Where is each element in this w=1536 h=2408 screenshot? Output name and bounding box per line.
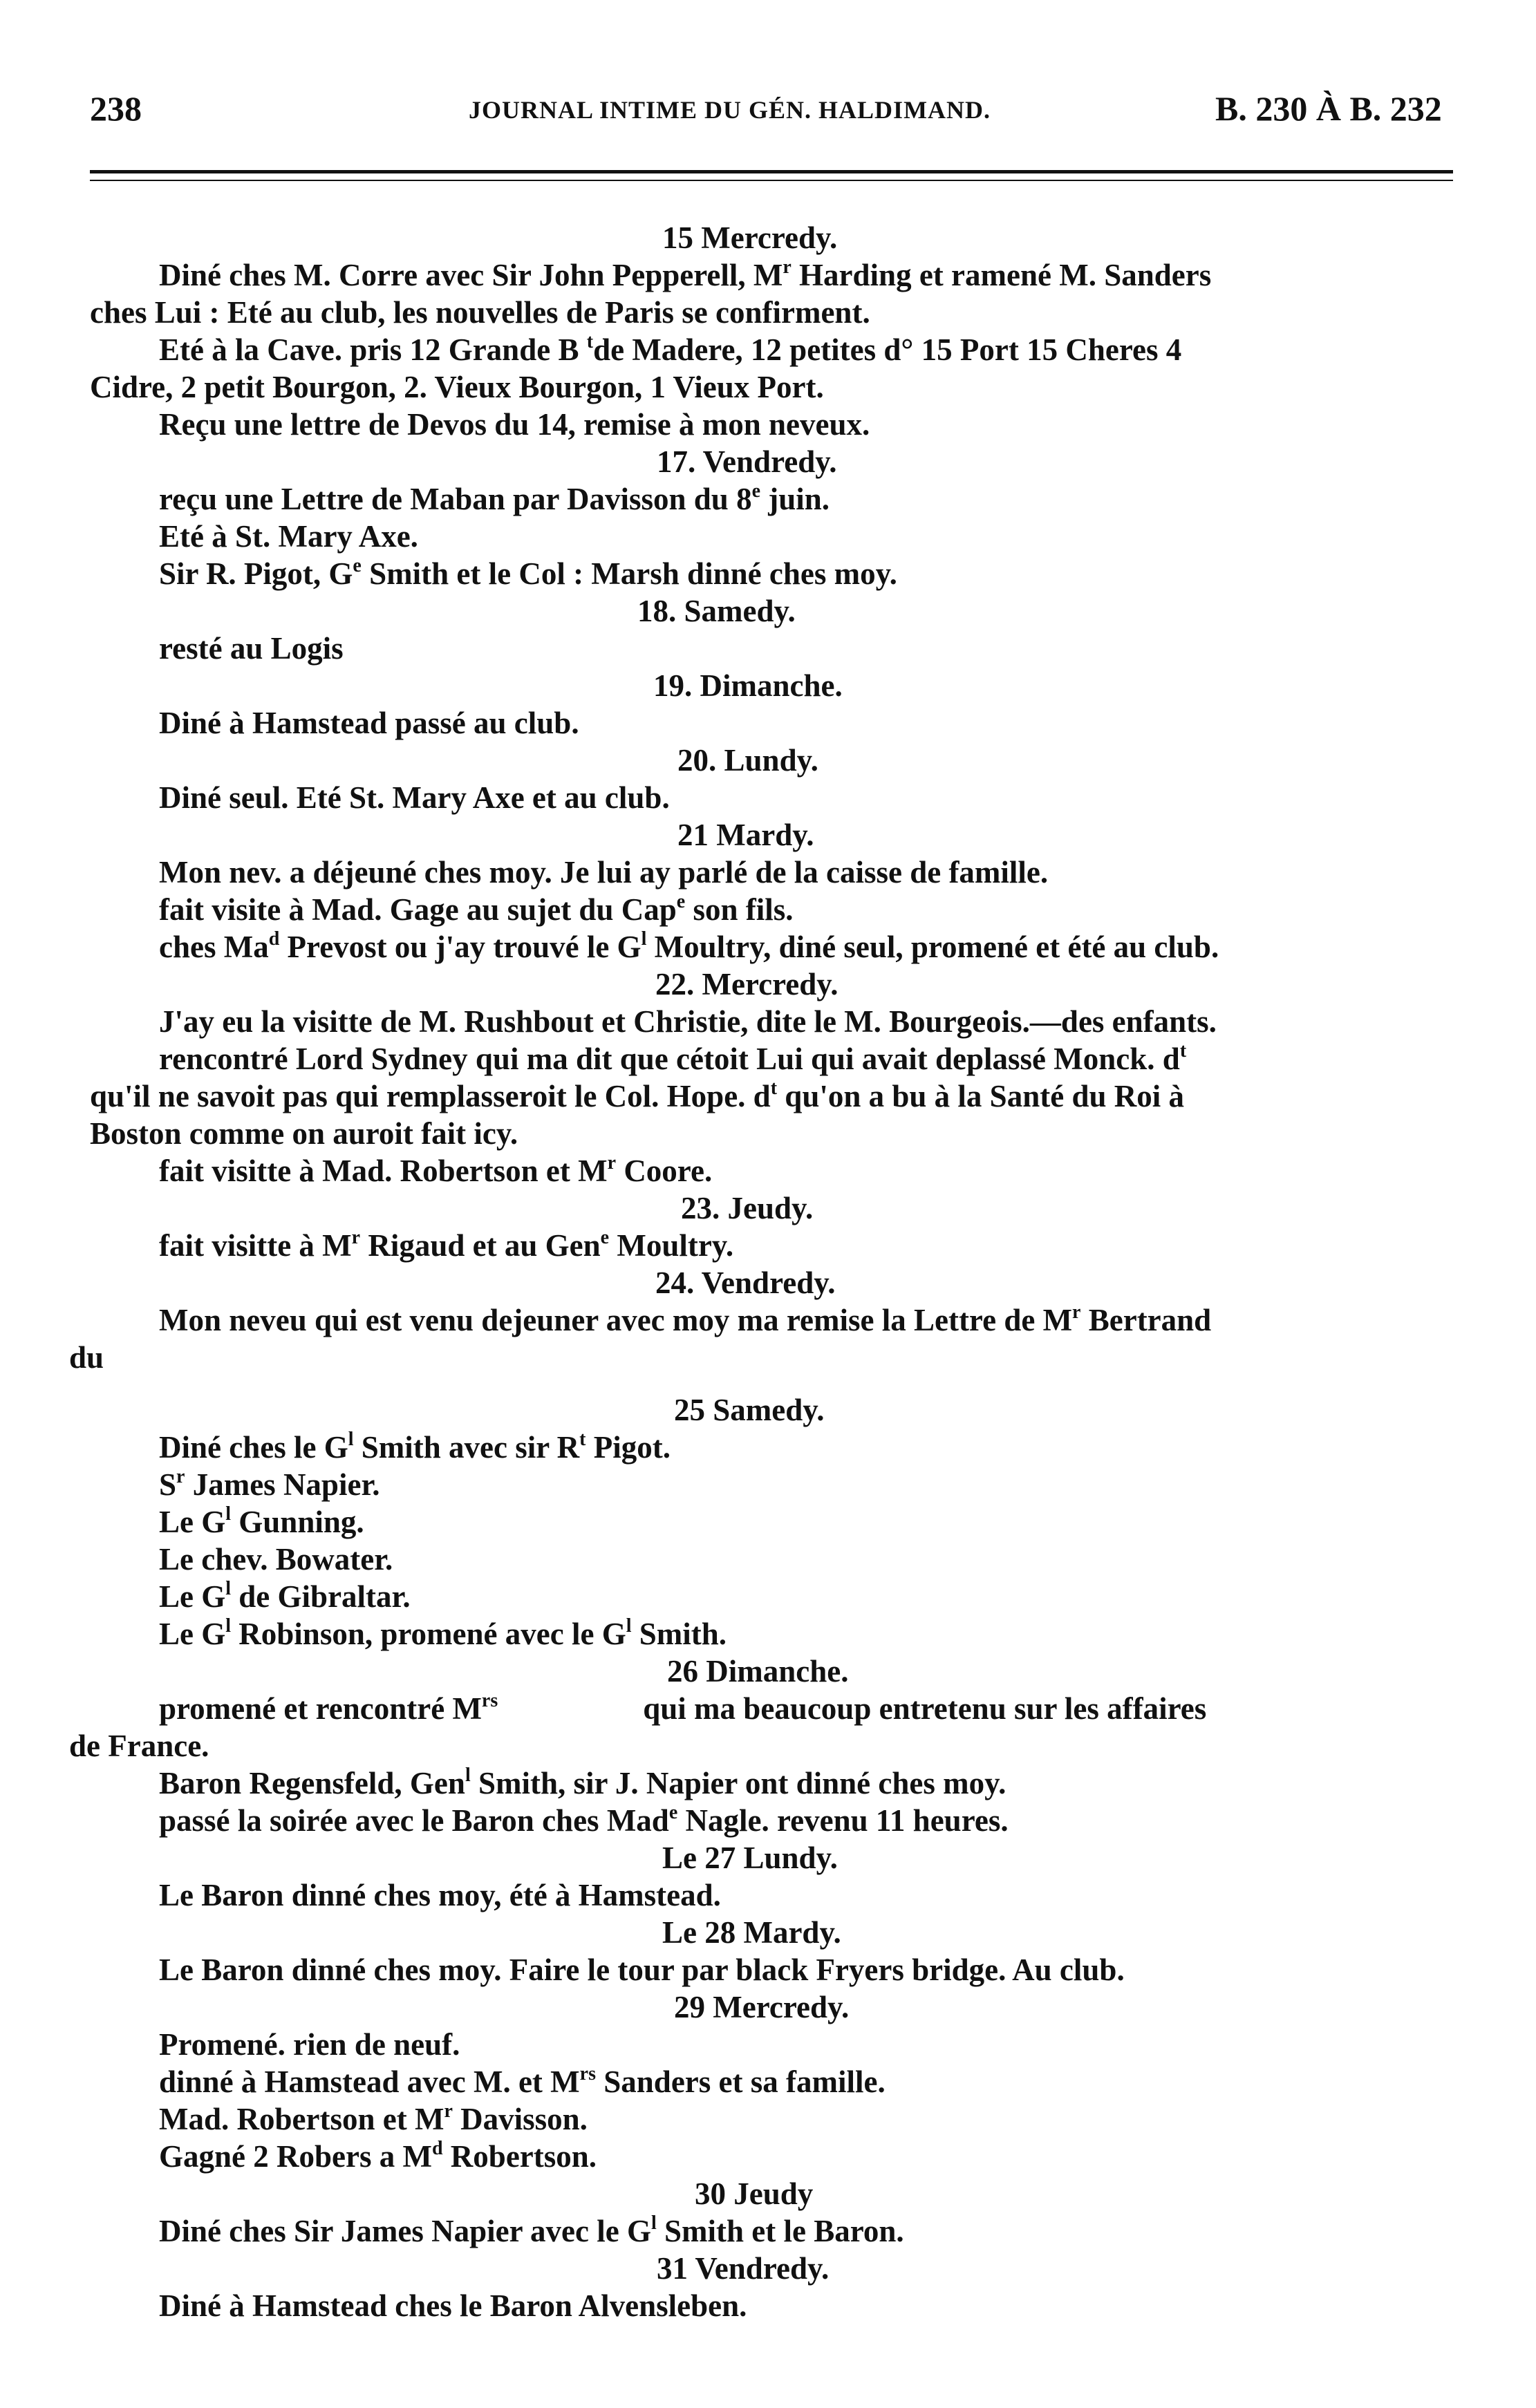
line-text: de Gibraltar. (231, 1579, 411, 1614)
line-text: Eté à St. Mary Axe. (159, 519, 418, 554)
journal-line (159, 2138, 597, 2174)
line-text: Mad. Robertson et M (159, 2102, 444, 2136)
journal-line (159, 518, 418, 554)
line-text: fait visitte à Mad. Robertson et M (159, 1154, 608, 1188)
line-text: 29 Mercredy. (674, 1990, 850, 2024)
superscript: e (668, 1802, 678, 1823)
journal-line (159, 630, 344, 666)
journal-line (159, 1803, 1009, 1838)
line-text: Smith avec sir R (353, 1430, 580, 1465)
line-text: Moultry, diné seul, promené et été au club. (646, 930, 1219, 964)
journal-line (662, 220, 837, 256)
line-text: fait visitte à M (159, 1228, 352, 1263)
journal-line (159, 332, 1181, 368)
journal-line (159, 1467, 380, 1503)
journal-line (159, 481, 830, 517)
line-text: rencontré Lord Sydney qui ma dit que cétoit Lui qui avait deplassé Monck. d (159, 1042, 1180, 1076)
line-text: Gunning. (231, 1505, 364, 1539)
journal-line (159, 2213, 904, 2249)
line-text: ches Ma (159, 930, 269, 964)
journal-line (159, 1504, 364, 1540)
line-text: Robinson, promené avec le G (231, 1617, 626, 1651)
superscript: e (600, 1227, 610, 1248)
line-text: Nagle. revenu 11 heures. (677, 1803, 1009, 1838)
journal-line (90, 1078, 1184, 1114)
line-text: 20. Lundy. (677, 743, 818, 778)
line-text: du (69, 1340, 104, 1375)
journal-line (657, 2250, 829, 2286)
superscript: e (353, 555, 362, 576)
line-text: qu'il ne savoit pas qui remplasseroit le Col. Hope. d (90, 1079, 771, 1113)
superscript: rs (481, 1690, 498, 1711)
journal-line (159, 892, 794, 928)
journal-line (159, 1616, 727, 1652)
line-text: Cidre, 2 petit Bourgon, 2. Vieux Bourgon, 1 Vieux Port. (90, 370, 824, 404)
line-text: Reçu une lettre de Devos du 14, remise à mon neveux. (159, 407, 870, 442)
journal-line (667, 1653, 849, 1689)
superscript: l (225, 1615, 232, 1637)
line-text: James Napier. (185, 1467, 380, 1502)
superscript: r (1072, 1301, 1081, 1323)
line-text: Diné à Hamstead ches le Baron Alvensleben. (159, 2288, 747, 2323)
journal-line (159, 257, 1211, 293)
journal-line (674, 1392, 825, 1428)
line-text: Robertson. (442, 2139, 597, 2174)
journal-line (662, 1915, 841, 1950)
line-text: ches Lui : Eté au club, les nouvelles de Paris se confirment. (90, 295, 870, 330)
header-rule-thick (90, 170, 1453, 173)
journal-line (159, 1952, 1125, 1988)
superscript: l (650, 2212, 657, 2234)
superscript: l (626, 1615, 632, 1637)
journal-line (159, 2288, 747, 2324)
journal-line (159, 2026, 460, 2062)
line-text: Smith, sir J. Napier ont dinné ches moy. (470, 1766, 1006, 1800)
journal-line (159, 1153, 712, 1189)
journal-line (159, 854, 1048, 890)
line-text: S (159, 1467, 177, 1502)
line-text: 23. Jeudy. (681, 1191, 814, 1225)
journal-line (695, 2176, 813, 2212)
line-text: 24. Vendredy. (655, 1266, 836, 1300)
journal-line (159, 556, 897, 592)
line-text: 22. Mercredy. (655, 967, 839, 1001)
line-text: Davisson. (452, 2102, 588, 2136)
journal-line (90, 1116, 518, 1151)
journal-line (159, 780, 670, 816)
line-text: de France. (69, 1729, 209, 1763)
line-text: Mon nev. a déjeuné ches moy. Je lui ay parlé de la caisse de famille. (159, 855, 1049, 890)
line-text: Le 28 Mardy. (662, 1915, 841, 1950)
line-text: Smith et le Baron. (656, 2214, 904, 2248)
superscript: e (751, 480, 761, 502)
line-text: Le chev. Bowater. (159, 1542, 393, 1577)
superscript: d (268, 928, 280, 950)
superscript: l (641, 928, 647, 950)
line-text: Diné seul. Eté St. Mary Axe et au club. (159, 780, 670, 815)
line-text: de Madere, 12 petites d° 15 Port 15 Cheres 4 (593, 332, 1182, 367)
line-text: Le Baron dinné ches moy, été à Hamstead. (159, 1878, 721, 1912)
journal-line (677, 742, 818, 778)
line-text: passé la soirée avec le Baron ches Mad (159, 1803, 669, 1838)
line-text: Baron Regensfeld, Gen (159, 1766, 465, 1800)
journal-line (159, 1041, 1186, 1077)
line-text: Smith et le Col : Marsh dinné ches moy. (361, 556, 897, 591)
journal-body (0, 220, 1536, 2390)
journal-line (90, 294, 870, 330)
page-number: 238 (90, 89, 142, 128)
line-text: Mon neveu qui est venu dejeuner avec moy ma remise la Lettre de M (159, 1303, 1073, 1337)
line-text: 30 Jeudy (695, 2176, 814, 2211)
line-text: Le Baron dinné ches moy. Faire le tour par black Fryers bridge. Au club. (159, 1953, 1125, 1987)
header-rule-thin (90, 180, 1453, 181)
journal-line (662, 1840, 838, 1876)
superscript: e (676, 891, 686, 912)
line-text: Diné ches le G (159, 1430, 348, 1465)
journal-line (674, 1989, 849, 2025)
line-text: J'ay eu la visitte de M. Rushbout et Christie, dite le M. Bourgeois.—des enfants. (159, 1004, 1217, 1039)
line-text: Gagné 2 Robers a M (159, 2139, 432, 2174)
running-title: JOURNAL INTIME DU GÉN. HALDIMAND. (469, 96, 991, 124)
superscript: t (579, 1429, 586, 1450)
journal-line (655, 1265, 836, 1301)
line-text: promené et rencontré M (159, 1691, 482, 1726)
line-text: Coore. (616, 1154, 713, 1188)
line-text: Diné à Hamstead passé au club. (159, 706, 579, 740)
line-text: Diné ches M. Corre avec Sir John Pepperell, M (159, 258, 783, 292)
line-text: Harding et ramené M. Sanders (791, 258, 1212, 292)
line-text: Prevost ou j'ay trouvé le G (279, 930, 641, 964)
journal-line (637, 593, 796, 629)
document-range: B. 230 À B. 232 (1215, 89, 1442, 128)
line-text: Eté à la Cave. pris 12 Grande B (159, 332, 587, 367)
superscript: t (586, 331, 594, 352)
journal-line (69, 1339, 104, 1375)
journal-line (159, 2064, 886, 2100)
superscript: l (225, 1503, 232, 1525)
journal-line (159, 705, 579, 741)
line-text: 15 Mercredy. (662, 220, 838, 255)
journal-line (159, 406, 870, 442)
superscript: l (348, 1429, 354, 1450)
line-text: Sir R. Pigot, G (159, 556, 353, 591)
journal-line (653, 668, 843, 704)
journal-line (159, 1541, 393, 1577)
line-text: Smith. (631, 1617, 727, 1651)
superscript: l (225, 1578, 232, 1599)
journal-line (159, 1429, 671, 1465)
journal-line (159, 1004, 1217, 1040)
line-text: Boston comme on auroit fait icy. (90, 1116, 518, 1151)
running-header (0, 88, 1536, 144)
line-text: Le G (159, 1617, 226, 1651)
journal-line (159, 2101, 588, 2137)
journal-line (159, 1227, 733, 1263)
journal-line (677, 817, 814, 853)
line-text: 18. Samedy. (637, 594, 796, 628)
line-text: Bertrand (1080, 1303, 1212, 1337)
superscript: rs (579, 2063, 596, 2085)
superscript: r (351, 1227, 361, 1248)
line-text: resté au Logis (159, 631, 344, 666)
journal-line (159, 1302, 1211, 1338)
line-text: Le G (159, 1579, 226, 1614)
line-text: 31 Vendredy. (657, 2251, 830, 2286)
journal-line (681, 1190, 813, 1226)
line-text: 19. Dimanche. (653, 668, 843, 703)
line-text: 21 Mardy. (677, 818, 814, 852)
line-text: dinné à Hamstead avec M. et M (159, 2064, 580, 2099)
line-text: reçu une Lettre de Maban par Davisson du 8 (159, 482, 752, 516)
line-text: fait visite à Mad. Gage au sujet du Cap (159, 892, 677, 927)
journal-line (159, 929, 1219, 965)
line-text: Promené. rien de neuf. (159, 2027, 460, 2062)
line-text: Pigot. (586, 1430, 671, 1465)
journal-line (159, 1765, 1006, 1801)
line-text: Rigaud et au Gen (360, 1228, 601, 1263)
journal-line (159, 1877, 721, 1913)
line-text: Moultry. (609, 1228, 734, 1263)
line-text: qu'on a bu à la Santé du Roi à (777, 1079, 1185, 1113)
line-text: 17. Vendredy. (657, 444, 837, 479)
line-text: Diné ches Sir James Napier avec le G (159, 2214, 651, 2248)
line-text: 25 Samedy. (674, 1393, 825, 1427)
line-text: qui ma beaucoup entretenu sur les affaires (643, 1691, 1207, 1726)
superscript: r (176, 1466, 185, 1487)
line-text: 26 Dimanche. (667, 1654, 849, 1689)
superscript: t (770, 1078, 778, 1099)
line-text: son fils. (685, 892, 794, 927)
superscript: r (444, 2100, 453, 2122)
superscript: d (431, 2138, 443, 2159)
journal-line (159, 1691, 1206, 1727)
line-text: juin. (760, 482, 830, 516)
superscript: l (465, 1765, 471, 1786)
superscript: r (607, 1152, 617, 1174)
superscript: r (783, 256, 792, 278)
journal-line (657, 444, 837, 480)
superscript: t (1179, 1040, 1187, 1062)
line-text: Le 27 Lundy. (662, 1841, 838, 1875)
journal-line (655, 966, 839, 1002)
line-text: Sanders et sa famille. (595, 2064, 886, 2099)
journal-line (159, 1579, 411, 1615)
line-text: Le G (159, 1505, 226, 1539)
journal-line (90, 369, 824, 405)
journal-line (69, 1728, 209, 1764)
